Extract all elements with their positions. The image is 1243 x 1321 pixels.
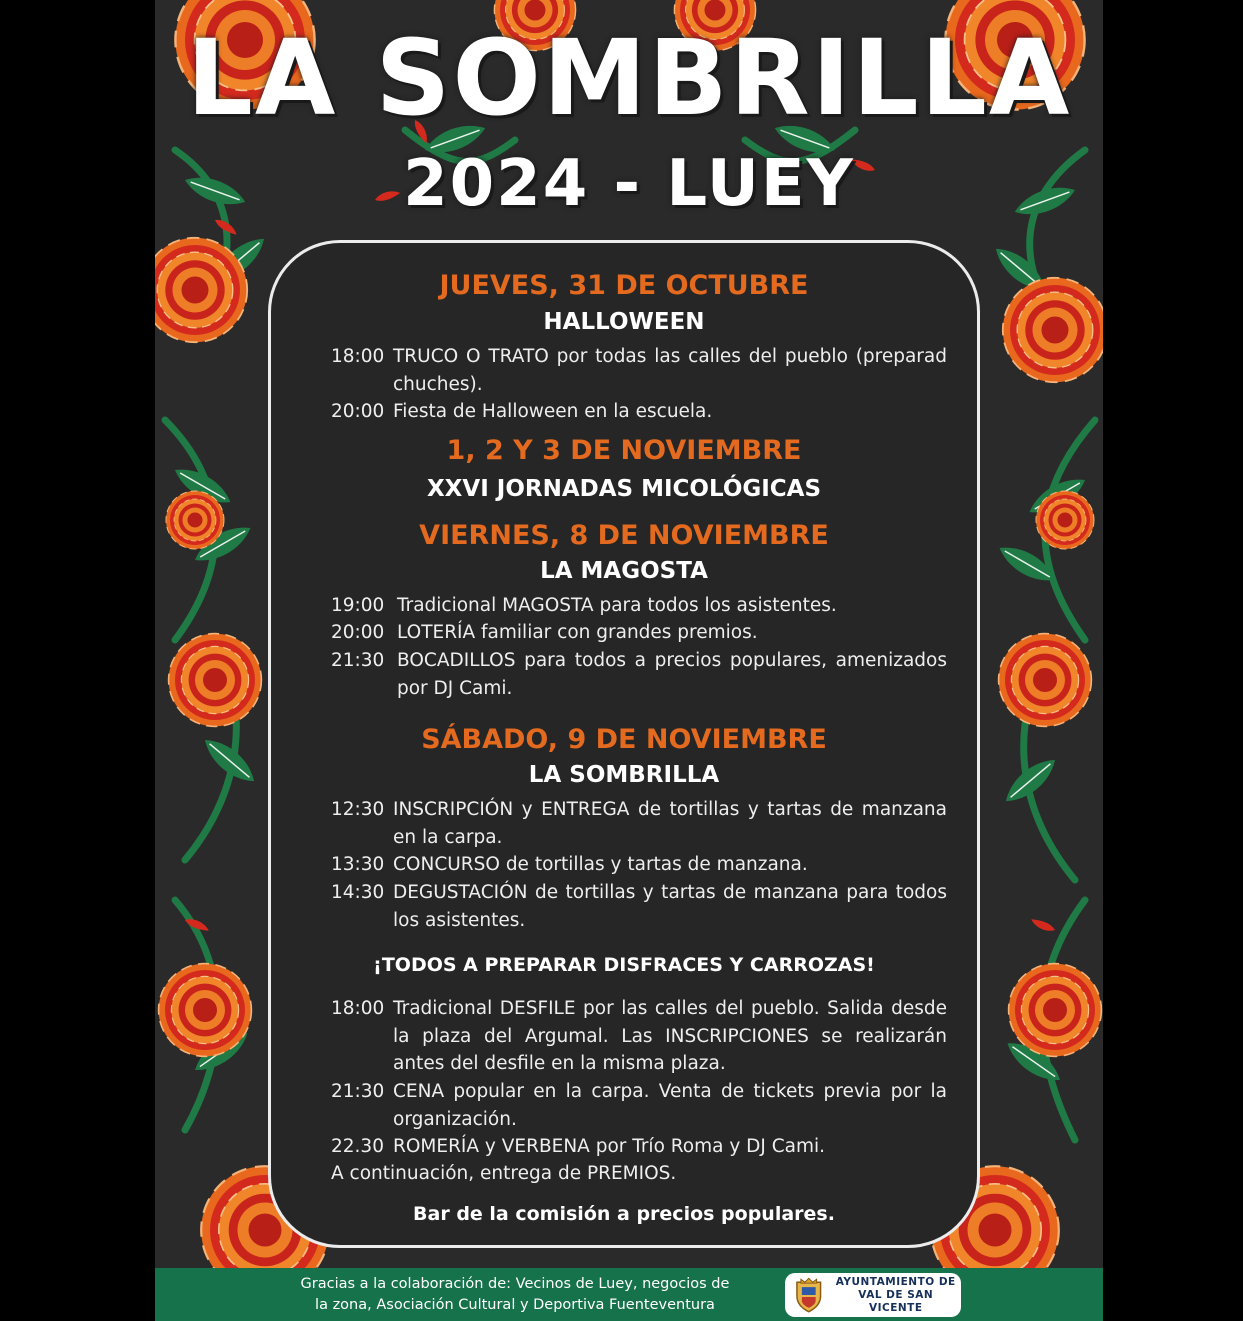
thanks-line-1: Gracias a la colaboración de: Vecinos de Luey, negocios de (300, 1276, 730, 1292)
coat-of-arms-icon (793, 1276, 825, 1314)
schedule-time: 21:30 (331, 1081, 385, 1102)
schedule-time: 20:00 (331, 622, 385, 643)
footer-bar (155, 1268, 1103, 1321)
thanks-line-2: la zona, Asociación Cultural y Deportiva Fuenteventura (315, 1297, 715, 1313)
poster-title: LA SOMBRILLA (186, 17, 1072, 139)
schedule-text: TRUCO O TRATO por todas las calles del pueblo (preparad chuches). (393, 346, 947, 395)
schedule-text: CENA popular en la carpa. Venta de tickets previa por la organización. (393, 1081, 947, 1130)
schedule-time: 13:30 (331, 854, 385, 875)
schedule-time: 14:30 (331, 882, 385, 903)
schedule-text: Fiesta de Halloween en la escuela. (393, 401, 713, 422)
schedule-row (331, 398, 947, 426)
schedule-time: 22.30 (331, 1136, 384, 1157)
event-title-halloween: HALLOWEEN (543, 309, 705, 335)
logo-line-1: AYUNTAMIENTO DE (835, 1275, 956, 1288)
schedule-text: DEGUSTACIÓN de tortillas y tartas de manzana para todos los asistentes. (393, 882, 947, 931)
schedule-text: BOCADILLOS para todos a precios populares, amenizados por DJ Cami. (397, 650, 947, 699)
schedule-time: 21:30 (331, 650, 385, 671)
schedule-row (331, 619, 947, 647)
day-heading-noviembre: 1, 2 Y 3 DE NOVIEMBRE (446, 435, 802, 466)
awards-line: A continuación, entrega de PREMIOS. (331, 1163, 677, 1184)
schedule-text: Tradicional MAGOSTA para todos los asistentes. (397, 595, 837, 616)
event-title-jornadas: XXVI JORNADAS MICOLÓGICAS (426, 476, 822, 502)
schedule-text: Tradicional DESFILE por las calles del pueblo. Salida desde la plaza del Argumal. Las INSCRIPCIONES se realizarán antes del desfile en la misma plaza. (393, 998, 947, 1074)
schedule-text: LOTERÍA familiar con grandes premios. (397, 622, 758, 643)
poster-subtitle: 2024 - LUEY (403, 147, 855, 221)
schedule-row (331, 647, 947, 702)
schedule-row (331, 995, 947, 1078)
schedule-text: CONCURSO de tortillas y tartas de manzana. (393, 854, 808, 875)
schedule-time: 18:00 (331, 998, 385, 1019)
schedule-row (331, 851, 947, 879)
day-heading-jueves: JUEVES, 31 DE OCTUBRE (439, 270, 809, 301)
logo-text (831, 1276, 962, 1315)
schedule-row (331, 592, 947, 620)
schedule-text: INSCRIPCIÓN y ENTREGA de tortillas y tartas de manzana en la carpa. (393, 799, 947, 848)
schedule-row (331, 796, 947, 851)
event-title-sombrilla: LA SOMBRILLA (528, 762, 720, 788)
schedule-time: 12:30 (331, 799, 385, 820)
bar-note: Bar de la comisión a precios populares. (413, 1203, 835, 1225)
schedule-row (331, 343, 947, 398)
poster (155, 0, 1103, 1321)
costume-callout: ¡TODOS A PREPARAR DISFRACES Y CARROZAS! (373, 954, 875, 976)
thanks-text (285, 1274, 745, 1316)
program-panel (268, 240, 980, 1248)
logo-line-2: VAL DE SAN VICENTE (858, 1288, 934, 1314)
schedule-text: ROMERÍA y VERBENA por Trío Roma y DJ Cami. (393, 1136, 826, 1157)
schedule-time: 19:00 (331, 595, 385, 616)
schedule-row (331, 1078, 947, 1133)
ayuntamiento-logo (785, 1273, 961, 1317)
day-heading-viernes: VIERNES, 8 DE NOVIEMBRE (419, 520, 829, 551)
day-heading-sabado: SÁBADO, 9 DE NOVIEMBRE (421, 724, 827, 755)
schedule-time: 18:00 (331, 346, 385, 367)
schedule-row (331, 1133, 947, 1161)
schedule-time: 20:00 (331, 401, 385, 422)
schedule-row (331, 879, 947, 934)
event-title-magosta: LA MAGOSTA (540, 558, 708, 584)
